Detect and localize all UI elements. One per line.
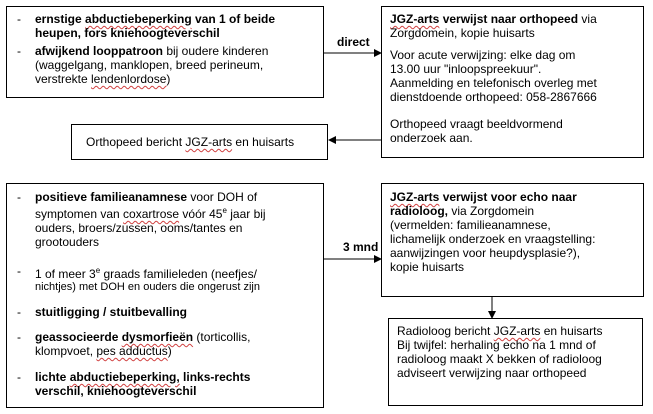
risk-item: - 1 of meer 3e graads familieleden (neefjes/ nichtjes) met DOH en ouders die ongerust zijn — [17, 264, 260, 293]
criteria-item: - ernstige abductiebeperking van 1 of beide heupen, fors kniehoogteverschil — [17, 12, 276, 40]
risk-item: - positieve familieanamnese voor DOH of symptomen van coxartrose vóór 45e jaar bij ouders, broers/zussen, ooms/tantes en grootouders — [17, 190, 266, 249]
three-mnd-label: 3 mnd — [343, 240, 379, 254]
risk-item: - geassocieerde dysmorfieën (torticollis, klompvoet, pes adductus) — [17, 330, 251, 358]
risk-item: - lichte abductiebeperking, links-rechts verschil, kniehoogteverschil — [17, 370, 251, 398]
risk-item: - stuitligging / stuitbevalling — [17, 305, 187, 319]
radioloog-report-box: Radioloog bericht JGZ-arts en huisarts Bij twijfel: herhaling echo na 1 mnd of radioloog maakt X bekken of radioloog adviseert verwijzing naar orthopeed — [388, 318, 643, 406]
bullet-dash: - — [17, 44, 21, 58]
criteria-item: - afwijkend looppatroon bij oudere kinderen (waggelgang, manklopen, breed perineum, verstrekte lendenlordose) — [17, 44, 269, 86]
bullet-dash: - — [17, 12, 21, 26]
risk-factors-box — [6, 183, 324, 408]
urgent-criteria-box — [6, 6, 324, 98]
orthopeed-report-box: Orthopeed bericht JGZ-arts en huisarts — [71, 124, 328, 160]
echo-referral-box: JGZ-arts verwijst voor echo naar radioloog, via Zorgdomein (vermelden: familieanamnese, lichamelijk onderzoek en vraagstelling: aanwijzingen voor heupdysplasie?), kopie huisarts — [381, 183, 644, 297]
orthopeed-referral-box: JGZ-arts verwijst naar orthopeed via Zorgdomein, kopie huisarts Voor acute verwijzing: elke dag om 13.00 uur "inloopspreekuur". Aanmelding en telefonisch overleg met dienstdoende orthopeed: 058-2867666 Orthopeed vraagt beeldvormend onderzoek aan. — [381, 6, 644, 158]
direct-label: direct — [337, 35, 370, 49]
back-arrow — [329, 120, 389, 140]
